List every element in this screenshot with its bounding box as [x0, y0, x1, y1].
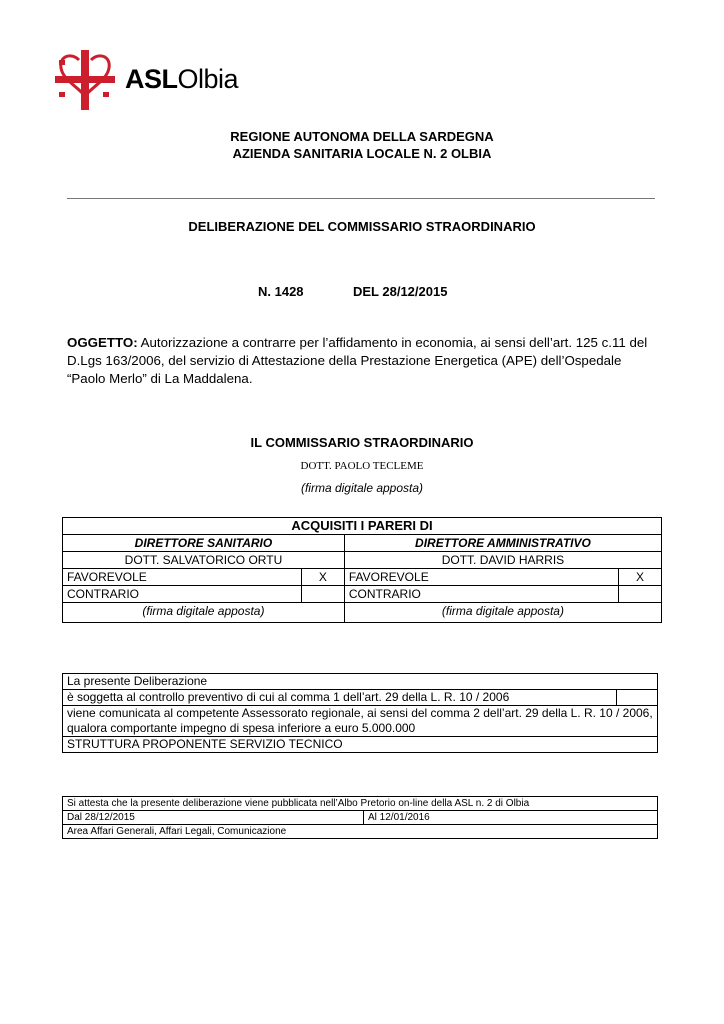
albo-al: Al 12/01/2016 [364, 811, 658, 825]
asl-logo-text: ASLOlbia [125, 64, 239, 94]
region-title: REGIONE AUTONOMA DELLA SARDEGNA [230, 129, 494, 144]
delibera-number: N. 1428 [258, 284, 304, 299]
albo-pretorio-box [62, 796, 658, 839]
commissario-title: IL COMMISSARIO STRAORDINARIO [250, 435, 474, 450]
sanitario-role: DIRETTORE SANITARIO [63, 535, 345, 552]
pareri-heading: ACQUISITI I PARERI DI [63, 518, 662, 535]
amministrativo-name: DOTT. DAVID HARRIS [344, 552, 661, 569]
amministrativo-favorevole: FAVOREVOLE [344, 569, 618, 586]
sanitario-favorevole: FAVOREVOLE [63, 569, 302, 586]
albo-dal: Dal 28/12/2015 [63, 811, 364, 825]
oggetto-text: Autorizzazione a contrarre per l’affidamento in economia, ai sensi dell’art. 125 c.11 del D.Lgs 163/2006, del servizio di Attestazione della Prestazione Energetica (APE) dell’Ospedale “Paolo Merlo” di La Maddalena. [67, 335, 648, 386]
albo-attestazione: Si attesta che la presente deliberazione viene pubblicata nell’Albo Pretorio on-line della ASL n. 2 di Olbia [63, 797, 658, 811]
delibera-date: DEL 28/12/2015 [353, 284, 448, 299]
commissario-firma: (firma digitale apposta) [300, 481, 424, 495]
controllo-preventivo-mark [617, 690, 658, 706]
amministrativo-contrario: CONTRARIO [344, 586, 618, 603]
deliberazione-intro: La presente Deliberazione [63, 674, 658, 690]
sanitario-contrario: CONTRARIO [63, 586, 302, 603]
sanitario-favorevole-mark: X [301, 569, 344, 586]
document-title: DELIBERAZIONE DEL COMMISSARIO STRAORDINARIO [188, 219, 536, 234]
struttura-proponente: STRUTTURA PROPONENTE SERVIZIO TECNICO [63, 737, 658, 753]
sanitario-name: DOTT. SALVATORICO ORTU [63, 552, 345, 569]
oggetto-label: OGGETTO: [67, 335, 138, 350]
commissario-name: DOTT. PAOLO TECLEME [300, 460, 424, 472]
amministrativo-favorevole-mark: X [619, 569, 662, 586]
asl-title: AZIENDA SANITARIA LOCALE N. 2 OLBIA [232, 146, 492, 161]
sanitario-firma: (firma digitale apposta) [63, 603, 345, 623]
amministrativo-firma: (firma digitale apposta) [344, 603, 661, 623]
amministrativo-role: DIRETTORE AMMINISTRATIVO [344, 535, 661, 552]
oggetto [67, 334, 663, 388]
asl-logo [55, 50, 245, 110]
controllo-preventivo: è soggetta al controllo preventivo di cui al comma 1 dell’art. 29 della L. R. 10 / 2006 [63, 690, 617, 706]
albo-area: Area Affari Generali, Affari Legali, Comunicazione [63, 825, 658, 839]
pareri-table [62, 517, 662, 623]
amministrativo-contrario-mark [619, 586, 662, 603]
sanitario-contrario-mark [301, 586, 344, 603]
divider [67, 198, 655, 199]
deliberazione-box [62, 673, 658, 753]
asl-cross-heart-icon [55, 50, 119, 110]
comunicazione-assessorato: viene comunicata al competente Assessorato regionale, ai sensi del comma 2 dell’art. 29 della L. R. 10 / 2006, qualora comportante impegno di spesa inferiore a euro 5.000.000 [63, 706, 658, 737]
